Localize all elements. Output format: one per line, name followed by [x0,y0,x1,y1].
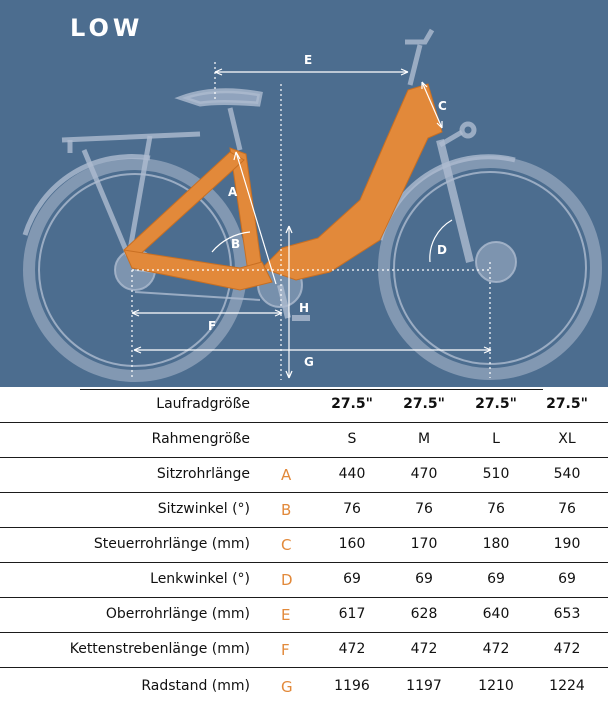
value-xl: 653 [553,606,581,622]
saddle [182,91,260,150]
value-l: 472 [482,641,510,657]
table-rule [80,389,543,390]
value-m: 170 [410,536,438,552]
wheel-size-l: 27.5" [475,396,517,412]
value-l: 69 [487,571,505,587]
row-letter: B [281,501,292,519]
row-letter: A [281,466,292,484]
value-s: 69 [343,571,361,587]
value-l: 180 [482,536,510,552]
label-b: B [231,237,241,251]
value-xl: 76 [558,501,576,517]
label-c: C [438,99,447,113]
value-xl: 190 [553,536,581,552]
table-rule [0,632,608,633]
wheel-size-xl: 27.5" [546,396,588,412]
row-label: Kettenstrebenlänge (mm) [69,641,250,657]
row-label: Steuerrohrlänge (mm) [93,536,250,552]
value-m: 470 [410,466,438,482]
row-letter: C [281,536,292,554]
label-f: F [208,319,217,333]
row-label: Lenkwinkel (°) [150,571,250,587]
value-xl: 69 [558,571,576,587]
table-rule [0,492,608,493]
value-l: 640 [482,606,510,622]
label-a: A [228,185,238,199]
value-s: 440 [338,466,366,482]
value-s: 472 [338,641,366,657]
value-s: 617 [338,606,366,622]
value-m: 472 [410,641,438,657]
value-s: 76 [343,501,361,517]
geometry-table [0,387,608,705]
row-label: Oberrohrlänge (mm) [105,606,250,622]
label-g: G [304,355,314,369]
frame-size-s: S [347,431,357,447]
value-m: 76 [415,501,433,517]
frame-size-m: M [417,431,431,447]
table-rule [0,667,608,668]
value-l: 510 [482,466,510,482]
dimension-f [132,310,282,316]
value-l: 76 [487,501,505,517]
value-xl: 472 [553,641,581,657]
rear-rack [62,134,200,255]
table-rule [0,527,608,528]
label-d: D [437,243,447,257]
frame-size-xl: XL [558,431,576,447]
table-rule [0,562,608,563]
table-rule [0,597,608,598]
row-label: Sitzrohrlänge [156,466,250,482]
value-s: 160 [338,536,366,552]
row-label: Radstand (mm) [141,678,250,694]
value-xl: 540 [553,466,581,482]
value-m: 1197 [406,678,442,694]
wheel-size-m: 27.5" [403,396,445,412]
label-e: E [304,53,313,67]
row-label: Sitzwinkel (°) [157,501,250,517]
row-letter: E [281,606,291,624]
row-letter: G [281,678,293,696]
value-s: 1196 [334,678,370,694]
frame-size-label: Rahmengröße [151,431,250,447]
model-title: LOW [70,14,144,42]
wheel-size-s: 27.5" [331,396,373,412]
frame-size-l: L [492,431,500,447]
row-letter: F [281,641,290,659]
row-letter: D [281,571,293,589]
table-rule [0,422,608,423]
wheel-size-label: Laufradgröße [156,396,250,412]
value-m: 628 [410,606,438,622]
value-m: 69 [415,571,433,587]
label-h: H [299,301,310,315]
value-l: 1210 [478,678,514,694]
value-xl: 1224 [549,678,585,694]
table-rule [0,457,608,458]
